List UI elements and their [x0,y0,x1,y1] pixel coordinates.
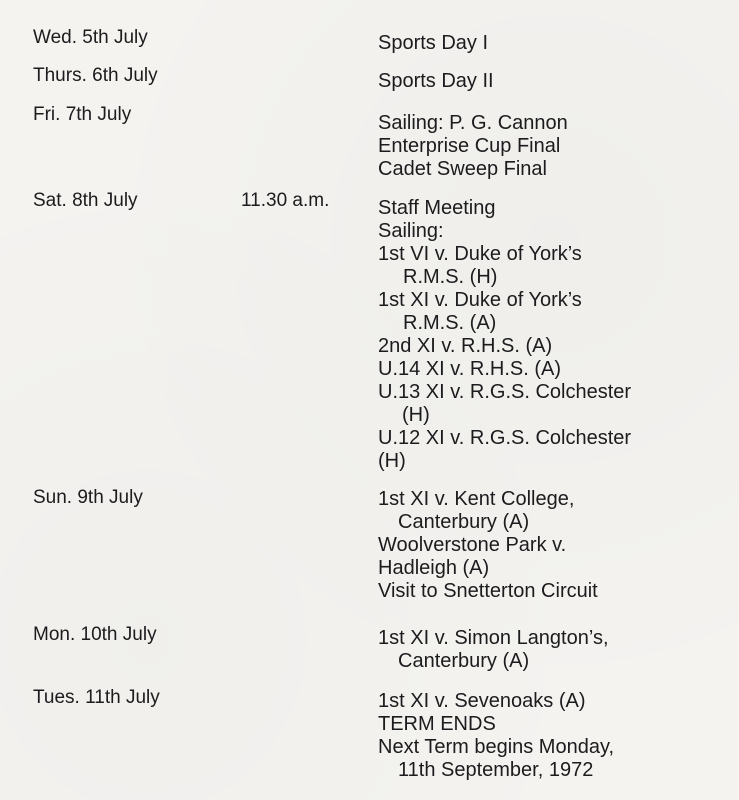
event-line: (H) [378,450,406,472]
entry-events [378,32,728,55]
event-line: U.13 XI v. R.G.S. Colchester [378,381,632,403]
entry-date: Sun. 9th July [33,487,143,508]
entry-date: Sat. 8th July [33,190,138,211]
entry-date: Wed. 5th July [33,27,148,48]
event-line: Hadleigh (A) [378,557,490,579]
entry-date: Mon. 10th July [33,624,157,645]
event-line: (H) [402,404,430,426]
event-line: Canterbury (A) [398,650,530,672]
event-line: 1st XI v. Simon Langton’s, [378,627,609,649]
event-line: TERM ENDS [378,713,496,735]
event-line: 1st XI v. Duke of York’s [378,289,582,311]
entry-events [378,70,728,93]
event-line: 1st VI v. Duke of York’s [378,243,582,265]
event-line: Cadet Sweep Final [378,158,547,180]
event-line: R.M.S. (H) [403,266,498,288]
entry-time: 11.30 a.m. [241,190,330,211]
event-line: Visit to Snetterton Circuit [378,580,598,602]
entry-events [378,112,728,181]
entry-date: Fri. 7th July [33,104,132,125]
entry-date: Thurs. 6th July [33,65,158,86]
event-line: Enterprise Cup Final [378,135,561,157]
event-line: Sports Day I [378,32,489,54]
event-line: Staff Meeting [378,197,496,219]
entry-events [378,627,728,673]
event-line: Canterbury (A) [398,511,530,533]
event-line: Next Term begins Monday, [378,736,615,758]
event-line: R.M.S. (A) [403,312,497,334]
entry-events [378,690,728,782]
event-line: Woolverstone Park v. [378,534,567,556]
event-line: 11th September, 1972 [398,759,594,781]
entry-events [378,197,728,473]
entry-date: Tues. 11th July [33,687,160,708]
event-line: Sports Day II [378,70,494,92]
entry-events [378,488,728,603]
event-line: Sailing: [378,220,444,242]
event-line: U.12 XI v. R.G.S. Colchester [378,427,632,449]
event-line: U.14 XI v. R.H.S. (A) [378,358,561,380]
event-line: Sailing: P. G. Cannon [378,112,568,134]
event-line: 2nd XI v. R.H.S. (A) [378,335,553,357]
event-line: 1st XI v. Kent College, [378,488,575,510]
event-line: 1st XI v. Sevenoaks (A) [378,690,586,712]
